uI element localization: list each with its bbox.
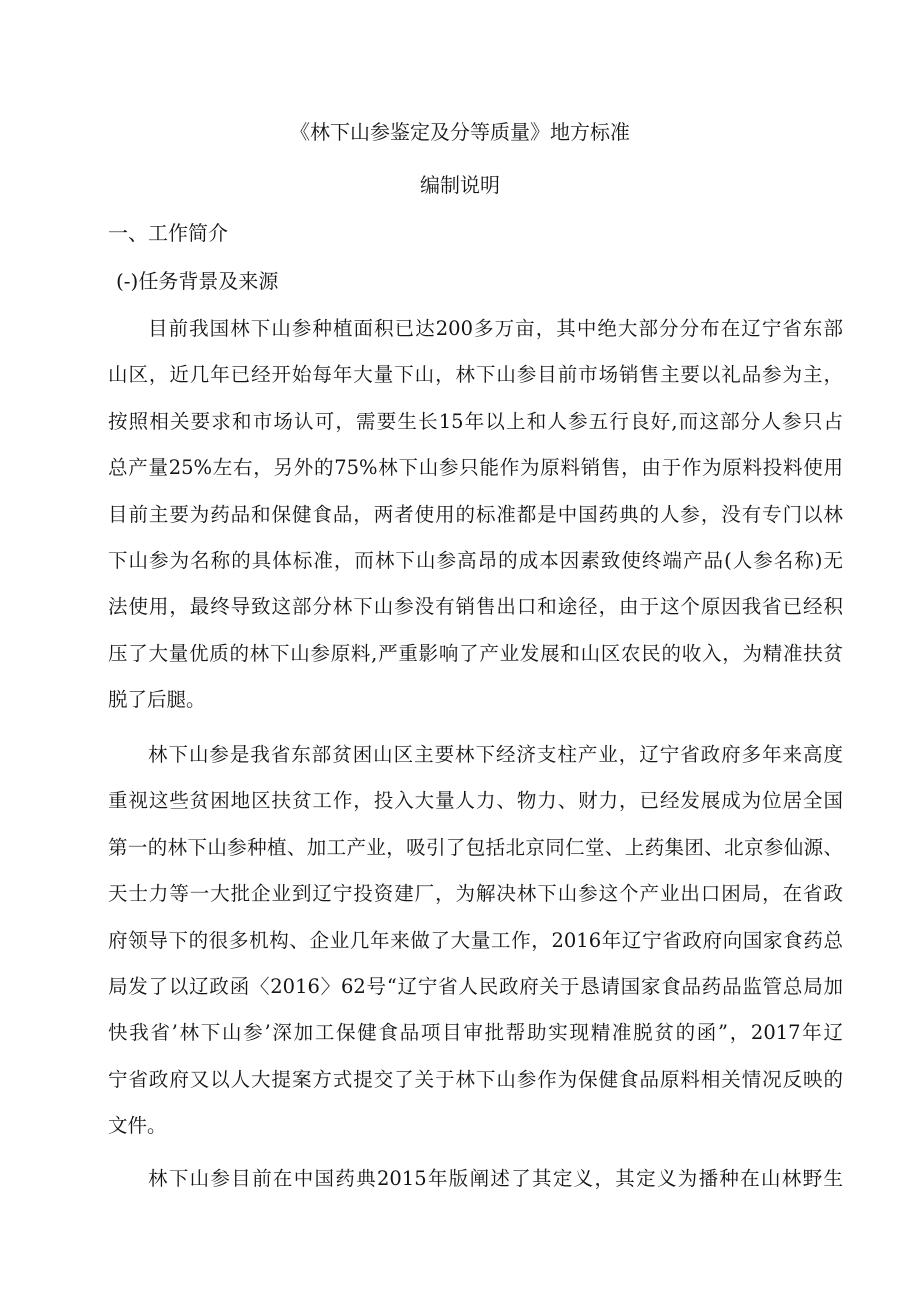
- paragraph-line: 目前我国林下山参种植面积已达200多万亩，其中绝大部分分布在辽宁省东部: [148, 317, 843, 340]
- paragraph-line: 天士力等一大批企业到辽宁投资建厂，为解决林下山参这个产业出口困局，在省政: [108, 882, 843, 906]
- document-subtitle: 编制说明: [420, 173, 500, 197]
- paragraph-line: 脱了后腿。: [108, 688, 206, 712]
- paragraph-line: 重视这些贫困地区扶贫工作，投入大量人力、物力、财力，已经发展成为位居全国: [108, 789, 843, 813]
- paragraph-line: 压了大量优质的林下山参原料,严重影响了产业发展和山区农民的收入，为精准扶贫: [108, 641, 843, 665]
- paragraph-line: 第一的林下山参种植、加工产业，吸引了包括北京同仁堂、上药集团、北京参仙源、: [108, 835, 843, 859]
- paragraph-2: [108, 740, 843, 1158]
- paragraph-line: 快我省’林下山参’深加工保健食品项目审批帮助实现精准脱贫的函”，2017年辽: [108, 1021, 843, 1045]
- paragraph-line: 宁省政府又以人大提案方式提交了关于林下山参作为保健食品原料相关情况反映的: [108, 1067, 843, 1091]
- paragraph-line: 局发了以辽政函〈2016〉62号“辽宁省人民政府关于恳请国家食品药品监管总局加: [108, 974, 843, 998]
- paragraph-1: [108, 314, 843, 732]
- paragraph-line: 按照相关要求和市场认可，需要生长15年以上和人参五行良好,而这部分人参只占: [108, 409, 843, 433]
- subsection-heading: (-)任务背景及来源: [116, 269, 279, 293]
- paragraph-line: 山区，近几年已经开始每年大量下山，林下山参目前市场销售主要以礼品参为主，: [108, 363, 843, 387]
- paragraph-line: 林下山参是我省东部贫困山区主要林下经济支柱产业，辽宁省政府多年来高度: [148, 743, 843, 766]
- section-heading: 一、工作简介: [108, 221, 228, 245]
- paragraph-3: [108, 1164, 843, 1210]
- paragraph-line: 总产量25%左右，另外的75%林下山参只能作为原料销售，由于作为原料投料使用: [108, 456, 843, 480]
- paragraph-line: 目前主要为药品和保健食品，两者使用的标准都是中国药典的人参，没有专门以林: [108, 502, 843, 526]
- paragraph-line: 文件。: [108, 1114, 167, 1138]
- paragraph-line: 下山参为名称的具体标准，而林下山参高昂的成本因素致使终端产品(人参名称)无: [108, 548, 843, 572]
- document-title: 《林下山参鉴定及分等质量》地方标准: [290, 120, 630, 144]
- paragraph-line: 法使用，最终导致这部分林下山参没有销售出口和途径，由于这个原因我省已经积: [108, 595, 843, 619]
- paragraph-line: 林下山参目前在中国药典2015年版阐述了其定义，其定义为播种在山林野生: [148, 1167, 843, 1190]
- paragraph-line: 府领导下的很多机构、企业几年来做了大量工作，2016年辽宁省政府向国家食药总: [108, 928, 843, 952]
